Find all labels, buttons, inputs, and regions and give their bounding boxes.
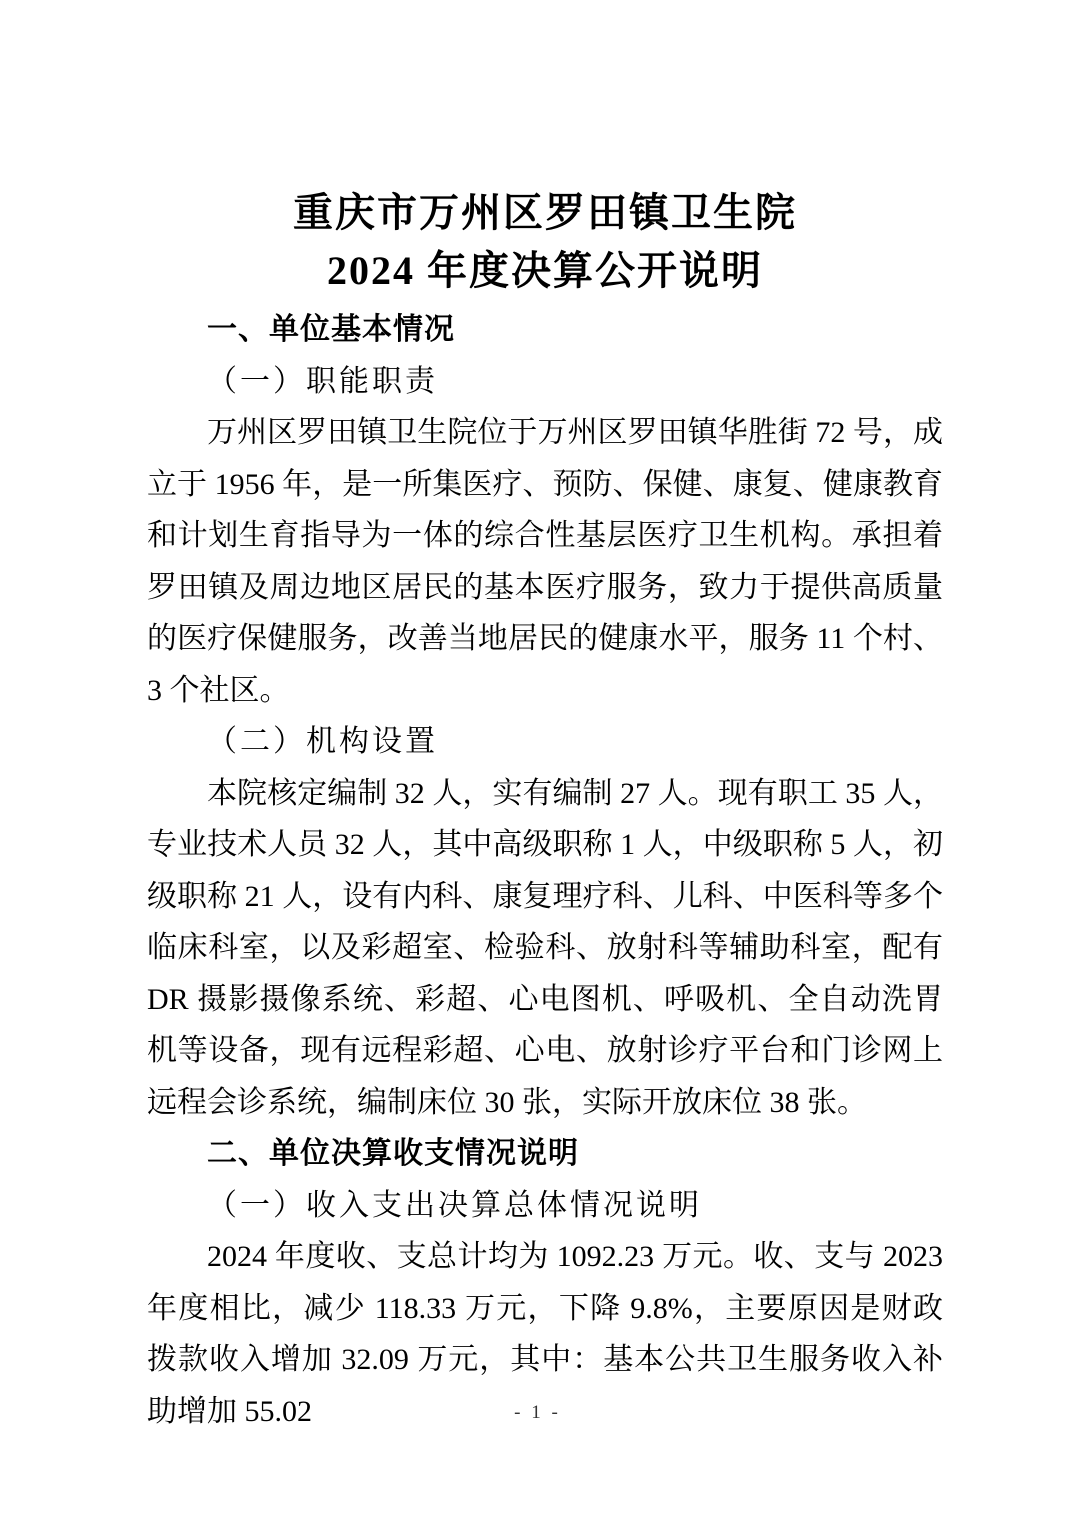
subsection-heading: （二）机构设置 [207,725,438,758]
subsection-heading: （一）职能职责 [207,364,438,398]
page-number: - 1 - [514,1402,561,1423]
document-body [147,304,943,1437]
section-heading: 一、单位基本情况 [207,313,455,346]
section-heading: 二、单位决算收支情况说明 [207,1137,579,1170]
document-title [147,184,943,300]
paragraph: 2024 年度收、支总计均为 1092.23 万元。收、支与 2023 年度相比，减少 118.33 万元，下降 9.8%，主要原因是财政拨款收入增加 32.09 万元，其中：基本公共卫生服务收入补助增加 55.02 [147,1240,943,1428]
paragraph: 万州区罗田镇卫生院位于万州区罗田镇华胜街 72 号，成立于 1956 年，是一所集医疗、预防、保健、康复、健康教育和计划生育指导为一体的综合性基层医疗卫生机构。承担着罗田镇及周边地区居民的基本医疗服务，致力于提供高质量的医疗保健服务，改善当地居民的健康水平，服务 11 个村、3 个社区。 [147,416,943,707]
paragraph: 本院核定编制 32 人，实有编制 27 人。现有职工 35 人，专业技术人员 32 人，其中高级职称 1 人，中级职称 5 人，初级职称 21 人，设有内科、康复理疗科、儿科、中医科等多个临床科室，以及彩超室、检验科、放射科等辅助科室，配有 DR 摄影摄像系统、彩超、心电图机、呼吸机、全自动洗胃机等设备，现有远程彩超、心电、放射诊疗平台和门诊网上远程会诊系统，编制床位 30 张，实际开放床位 38 张。 [147,776,943,1119]
document-title-line2: 2024 年度决算公开说明 [327,248,763,293]
subsection-heading: （一）收入支出决算总体情况说明 [207,1188,702,1222]
document-title-line1: 重庆市万州区罗田镇卫生院 [293,190,797,235]
